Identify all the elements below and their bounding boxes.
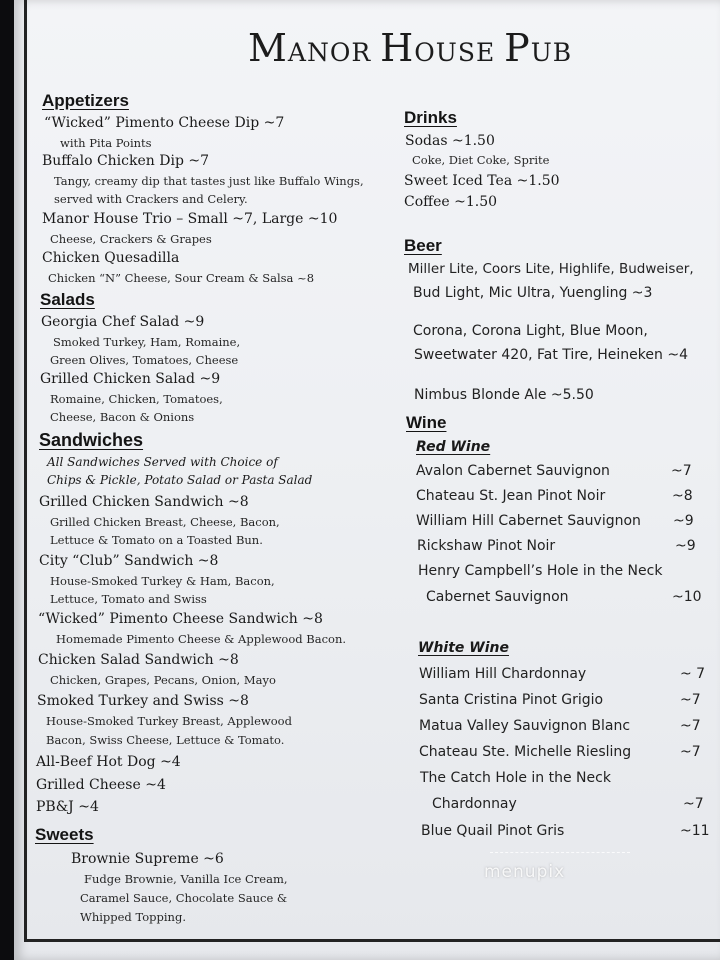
menu-item: Smoked Turkey and Swiss ~8	[37, 693, 249, 709]
wine-name: Matua Valley Sauvignon Blanc	[419, 718, 631, 734]
item-description: Coke, Diet Coke, Sprite	[412, 153, 550, 167]
beer-line: Sweetwater 420, Fat Tire, Heineken ~4	[414, 347, 688, 363]
menu-item: Coffee ~1.50	[404, 194, 498, 210]
wine-price: ~10	[672, 589, 702, 605]
wine-price: ~9	[675, 538, 696, 554]
item-description: Lettuce & Tomato on a Toasted Bun.	[50, 533, 263, 547]
watermark-divider	[490, 852, 630, 853]
wine-price: ~7	[680, 718, 701, 734]
menu-item: Chicken Quesadilla	[42, 250, 180, 266]
wine-name: Chateau Ste. Michelle Riesling	[419, 744, 632, 760]
item-description: Caramel Sauce, Chocolate Sauce &	[80, 891, 288, 905]
wine-price: ~8	[672, 488, 693, 504]
beer-line: Bud Light, Mic Ultra, Yuengling ~3	[413, 285, 653, 301]
beer-heading: Beer	[404, 236, 442, 255]
item-description: Bacon, Swiss Cheese, Lettuce & Tomato.	[46, 733, 285, 747]
wine-price: ~ 7	[680, 666, 706, 682]
wine-price: ~7	[680, 744, 701, 760]
sandwiches-heading: Sandwiches	[39, 430, 144, 450]
white-wine-heading: White Wine	[418, 640, 509, 656]
menu-item: Brownie Supreme ~6	[71, 851, 224, 867]
item-description: Smoked Turkey, Ham, Romaine,	[53, 335, 241, 349]
item-description: Whipped Topping.	[80, 910, 186, 924]
item-description: Lettuce, Tomato and Swiss	[50, 592, 207, 606]
item-description: Cheese, Crackers & Grapes	[50, 232, 212, 246]
menu-item: City “Club” Sandwich ~8	[39, 553, 219, 569]
wine-name: William Hill Cabernet Sauvignon	[416, 513, 641, 529]
sweets-heading: Sweets	[35, 825, 94, 844]
wine-heading: Wine	[406, 413, 447, 432]
wine-name: Blue Quail Pinot Gris	[421, 823, 565, 839]
item-description: House-Smoked Turkey Breast, Applewood	[46, 714, 292, 728]
menu-item: Grilled Cheese ~4	[36, 777, 166, 793]
wine-name: Santa Cristina Pinot Grigio	[419, 692, 604, 708]
salads-heading: Salads	[40, 290, 95, 309]
item-description: Chicken “N” Cheese, Sour Cream & Salsa ~8	[48, 271, 315, 285]
item-description: Homemade Pimento Cheese & Applewood Bacon.	[56, 632, 347, 646]
item-description: Cheese, Bacon & Onions	[50, 410, 195, 424]
wine-name: The Catch Hole in the Neck	[420, 770, 611, 786]
sandwich-note: Chips & Pickle, Potato Salad or Pasta Salad	[47, 473, 313, 487]
item-description: Green Olives, Tomatoes, Cheese	[50, 353, 239, 367]
item-description: with Pita Points	[60, 136, 152, 150]
wine-price: ~11	[680, 823, 710, 839]
menu-item: “Wicked” Pimento Cheese Sandwich ~8	[38, 611, 323, 627]
wine-name: Chardonnay	[432, 796, 517, 812]
beer-line: Nimbus Blonde Ale ~5.50	[414, 387, 594, 403]
menu-title: MANOR HOUSE PUB	[248, 26, 573, 70]
appetizers-heading: Appetizers	[42, 91, 129, 110]
wine-price: ~7	[680, 692, 701, 708]
menu-item: Manor House Trio – Small ~7, Large ~10	[42, 211, 338, 227]
beer-line: Miller Lite, Coors Lite, Highlife, Budweiser,	[408, 261, 694, 277]
wine-name: William Hill Chardonnay	[419, 666, 587, 682]
red-wine-heading: Red Wine	[416, 439, 491, 455]
wine-name: Rickshaw Pinot Noir	[417, 538, 556, 554]
item-description: Chicken, Grapes, Pecans, Onion, Mayo	[50, 673, 276, 687]
menu-item: Grilled Chicken Sandwich ~8	[39, 494, 249, 510]
beer-line: Corona, Corona Light, Blue Moon,	[413, 323, 648, 339]
wine-price: ~7	[671, 463, 692, 479]
menu-item: Buffalo Chicken Dip ~7	[42, 153, 209, 169]
item-description: Fudge Brownie, Vanilla Ice Cream,	[84, 872, 288, 886]
menu-item: Chicken Salad Sandwich ~8	[38, 652, 239, 668]
menu-item: Georgia Chef Salad ~9	[41, 314, 205, 330]
drinks-heading: Drinks	[404, 108, 457, 127]
item-description: House-Smoked Turkey & Ham, Bacon,	[50, 574, 275, 588]
wine-name: Avalon Cabernet Sauvignon	[416, 463, 610, 479]
wine-name: Cabernet Sauvignon	[426, 589, 569, 605]
item-description: Grilled Chicken Breast, Cheese, Bacon,	[50, 515, 280, 529]
menu-item: Grilled Chicken Salad ~9	[40, 371, 221, 387]
menu-item: Sweet Iced Tea ~1.50	[404, 173, 560, 189]
item-description: Tangy, creamy dip that tastes just like Buffalo Wings,	[54, 174, 364, 188]
wine-price: ~7	[683, 796, 704, 812]
menu-item: Sodas ~1.50	[405, 133, 495, 149]
wine-name: Henry Campbell’s Hole in the Neck	[418, 563, 663, 579]
item-description: Romaine, Chicken, Tomatoes,	[50, 392, 223, 406]
menupix-watermark: menupix	[484, 862, 566, 882]
item-description: served with Crackers and Celery.	[54, 192, 248, 206]
wine-name: Chateau St. Jean Pinot Noir	[416, 488, 606, 504]
menu-item: “Wicked” Pimento Cheese Dip ~7	[44, 115, 285, 131]
sandwich-note: All Sandwiches Served with Choice of	[47, 455, 278, 469]
menu-item: PB&J ~4	[36, 799, 99, 815]
menu-item: All-Beef Hot Dog ~4	[36, 754, 181, 770]
wine-price: ~9	[673, 513, 694, 529]
